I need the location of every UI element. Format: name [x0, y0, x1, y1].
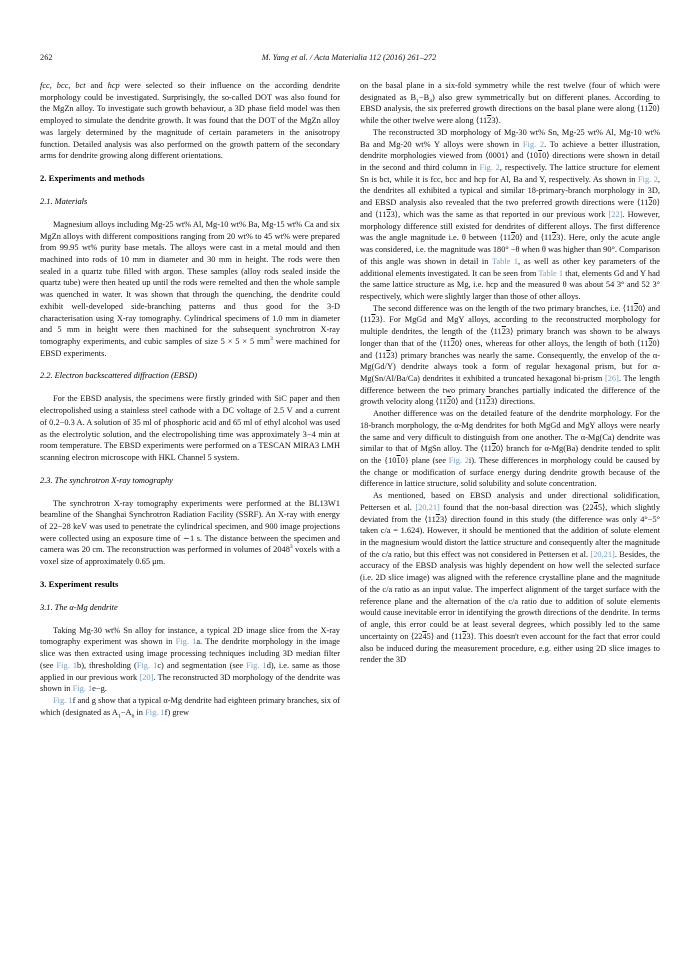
- body-columns: [40, 80, 660, 910]
- r-p4-s1: Another difference was on the detailed feature of the dendrite morphology. For the 18-branch morphology, the α-Mg dendrites for both MgGd and MgY alloys were nearly the same and very difficult to distinguish from one another. The α-Mg(Ca) dendrite was similar to that of MgSn alloy. The ⟨11: [360, 409, 660, 454]
- table-reference-1-a[interactable]: Table 1: [491, 256, 519, 266]
- figure-reference-fig1a[interactable]: Fig. 1: [175, 637, 197, 647]
- miller-index-overline-16: 2: [491, 444, 497, 454]
- dendrite-p1-s1: Taking Mg-30 wt% Sn alloy for instance, a typical 2D image slice from the X-ray tomography experiment was shown in: [40, 625, 340, 647]
- r-p5-s2: found that the non-basal direction was ⟨22: [439, 502, 594, 512]
- miller-index-overline-13: 2: [386, 350, 391, 360]
- r-p3-s2: 0⟩ and ⟨11: [360, 303, 661, 325]
- materials-body: Magnesium alloys including Mg-25 wt% Al, Mg-10 wt% Ba, Mg-15 wt% Ca and six MgZn alloys with different compositions ranging from 20 wt% to 45 wt% were prepared from 99.95 wt% purity base metals. The alloys were cast in a metal mould and then machined into rods of 10 mm in diameter and 30 mm in height. The rods were then sealed in a quartz tube filled with argon. These samples (alloy rods sealed inside the quartz tube) were then heated up until the rods were remelted and then the whole sample was quenched in water. It was shown that through the quenching, the dendrite could exhibit well-developed side-branching patterns and thus good for the 3-D characterisation using X-ray tomography. Cylindrical specimens of 1.0 mm in diameter and 5 mm in height were then machined for the subsequent synchrotron X-ray tomography experiments, and cubic samples of size 5 × 5 × 5 mm: [40, 219, 340, 347]
- r-p1-s5: 3⟩.: [491, 116, 501, 126]
- section-heading-2-3: [40, 464, 340, 487]
- paragraph-dendrite-2: [40, 695, 340, 718]
- figure-reference-fig2i[interactable]: Fig. 2: [448, 456, 469, 465]
- miller-index-overline-9: 2: [371, 315, 376, 325]
- italic-hcp: hcp: [107, 81, 120, 90]
- dendrite-p1-s5: d), i.e. same as those applied in our previous work: [40, 660, 341, 682]
- section-number-3: 3.: [40, 578, 47, 589]
- r-p3-s5: 0⟩ ones, whereas for other alloys, the length of both ⟨11: [454, 338, 649, 348]
- r-p5-s4: 3⟩ direction found in this study (the difference was only 4°−5° taken c/a = 1.624). However, it should be mentioned that the addition of solute element in the magnesium would distort the lattice structure and consequently alter the magnitude of the c/a ratio, but this effect was not considered in Pettersen et al.: [360, 514, 660, 559]
- section-title-3: Experiment results: [48, 578, 119, 589]
- r-p1-s2: −B: [418, 92, 430, 102]
- italic-fcc: fcc: [40, 81, 50, 90]
- figure-reference-fig1c[interactable]: Fig. 1: [136, 660, 158, 670]
- figure-reference-fig2-b[interactable]: Fig. 2: [479, 163, 500, 173]
- figure-reference-fig1d[interactable]: Fig. 1: [246, 660, 267, 670]
- miller-index-overline-15: 2: [486, 397, 491, 407]
- miller-index-overline-3: 1: [537, 151, 543, 161]
- r-p3-s7: 3⟩ primary branches was nearly the same. Consequently, the envelop of the α-Mg(Gd/Y) dendrite always took a form of regular hexagonal prism, but for α-Mg(Sn/Al/Ba/Ca) dendrites it exhibited a truncated hexagonal bi-prism: [360, 350, 661, 383]
- citation-reference-26[interactable]: [26]: [604, 373, 619, 383]
- section-heading-2-1: [40, 185, 340, 208]
- dendrite-p1-s4: c) and segmentation (see: [157, 660, 247, 670]
- dendrite-p2-s1: f and g show that a typical α-Mg dendrite had eighteen primary branches, six of which (designated as A: [40, 696, 341, 717]
- r-p5-s1: As mentioned, based on EBSD analysis and under directional solidification, Pettersen et al.: [360, 491, 660, 512]
- r-p1-s3: ) also grew symmetrically but on different planes. According to EBSD analysis, the six preferred growth directions on the basal plane were along ⟨11: [360, 92, 660, 114]
- miller-index-overline-5: 2: [386, 209, 391, 219]
- r-p2-s10: 3⟩. Here, only the acute angle was considered, i.e. the magnitude was 180° −θ when θ was higher than 90°. Comparison of this angle was shown in detail in: [360, 233, 660, 266]
- r-p2-s6: 0⟩ and ⟨11: [360, 198, 660, 219]
- miller-index-overline-4: 2: [648, 198, 653, 208]
- paragraph-right-5: [360, 490, 660, 666]
- r-p3-s8: . The length difference between the two primary branches partially indicated the difference of the growth velocity along ⟨11: [360, 373, 660, 407]
- figure-reference-fig1f[interactable]: Fig. 1: [145, 707, 165, 717]
- miller-index-overline-10: 2: [501, 327, 506, 337]
- miller-index-overline-14: 2: [446, 397, 452, 407]
- r-p2-s2: . To achieve a better illustration, dendrite morphologies viewed from ⟨0001⟩ and ⟨10: [360, 139, 660, 161]
- paragraph-right-2: [360, 127, 660, 303]
- section-heading-2: [40, 162, 340, 185]
- dendrite-p1-s2: a. The dendrite morphology in the image slice was then extracted using image processing techniques including 3D median filter (see: [40, 637, 340, 670]
- r-p3-s3: 3⟩. For MgGd and MgY alloys, according to the reconstructed morphology for multiple dendrites, the length of the ⟨11: [360, 315, 660, 337]
- section-number-2-3: 2.3.: [40, 475, 53, 485]
- figure-reference-fig1eg[interactable]: Fig. 1: [72, 684, 93, 694]
- italic-bct: bct: [75, 81, 86, 90]
- paragraph-dendrite-1: [40, 614, 340, 695]
- figure-reference-fig1fg[interactable]: Fig. 1: [53, 696, 73, 706]
- section-title-2-1: Materials: [54, 196, 88, 206]
- dendrite-p2-s4: f) grew: [164, 707, 190, 717]
- section-number-2: 2.: [40, 173, 47, 184]
- miller-index-overline-18: 4: [593, 502, 598, 512]
- r-p2-s4: , respectively. The lattice structure for element Sn is bct, while it is fcc, bcc and hcp for Al, Ba and Y, respectively. As shown in: [360, 163, 660, 184]
- paragraph-right-3: [360, 303, 660, 408]
- tomography-superscript: 3: [289, 544, 293, 551]
- branch-subscript-6: 6: [131, 713, 135, 720]
- tomography-body-a: The synchrotron X-ray tomography experiments were performed at the BL13W1 beamline of the Shanghai Synchrotron Radiation Facility (SSRF). An X-ray with energy of 22−28 keV was used to penetrate the cylindrical specimen, and 900 image projections were collected using an exposure time of ∼1 s. The distance between the specimen and camera was 20 cm. The reconstruction was performed in volumes of 2048: [40, 498, 340, 555]
- branch-subscript-1: 1: [117, 713, 121, 720]
- miller-index-overline-20: 4: [422, 631, 427, 641]
- miller-index-overline-6: 2: [511, 233, 516, 243]
- miller-index-overline-2: 2: [487, 116, 492, 126]
- table-reference-1-b[interactable]: Table 1: [538, 268, 564, 278]
- running-head: [40, 52, 658, 66]
- r-p2-s3: 0⟩ directions were shown in detail in the second and third column in: [360, 151, 660, 173]
- r-p4-s3: 0} plane (see: [400, 456, 449, 465]
- r-p2-s12: that, elements Gd and Y had the same lattice structure as Mg, i.e. hcp and the measured θ was about 54 3° and 52 3° respectively, which were slightly larger than those of other alloys.: [360, 268, 660, 301]
- section-heading-3-1: [40, 591, 340, 614]
- dendrite-p2-s2: −A: [120, 707, 132, 717]
- left-column: [40, 80, 340, 718]
- citation-reference-20-21-a[interactable]: [20,21]: [415, 502, 440, 512]
- italic-bcc: bcc: [56, 81, 69, 90]
- miller-index-overline-19: 2: [435, 514, 440, 524]
- r-p1-s1: on the basal plane in a six-fold symmetry while the rest twelve (four of which were designated as B: [360, 81, 660, 102]
- miller-index-overline-8: 2: [634, 303, 639, 313]
- figure-reference-fig2-a[interactable]: Fig. 2: [522, 139, 545, 149]
- section-number-2-1: 2.1.: [40, 196, 53, 206]
- r-p3-s1: The second difference was on the length of the two primary branches, i.e. ⟨11: [373, 303, 635, 313]
- dendrite-p2-s3: in: [134, 707, 146, 717]
- dendrite-p1-s7: e−g.: [92, 684, 107, 694]
- paragraph-ebsd: For the EBSD analysis, the specimens were firstly grinded with SiC paper and then electropolished using a stainless steel cathode with a DC voltage of 2.5 V and a current of 0.2−0.3 A. A solution of 35 ml of phosphoric acid and 65 ml of ethyl alcohol was used as the electrolytic solution, and the electropolishing time was approximately 3−4 min at room temperature. The EBSD experiments were performed on a TESCAN MIRA3 LMH scanning electron microscope with HKL Channel 5 system.: [40, 394, 340, 462]
- section-heading-2-2: [40, 359, 340, 382]
- section-number-2-2: 2.2.: [40, 371, 53, 381]
- paragraph-materials: [40, 208, 340, 360]
- figure-reference-fig2-c[interactable]: Fig. 2: [637, 174, 658, 184]
- page-number: 262: [40, 53, 53, 62]
- paragraph-right-4: [360, 408, 660, 490]
- materials-tail: were machined for EBSD experiments.: [40, 337, 341, 358]
- r-p3-s10: 3⟩ directions.: [490, 397, 536, 407]
- r-p1-s4: 0⟩ while the other twelve were along ⟨11: [360, 104, 660, 126]
- r-p2-s7: 3⟩, which was the same as that reported in our previous work: [390, 209, 609, 219]
- section-title-2-3: The synchrotron X-ray tomography: [54, 475, 173, 485]
- r-p5-s7: 3⟩. This doesn't even account for the fact that error could also be induced during the measurement procedure, e.g. either using 2D slice images to render the 3D: [360, 631, 660, 665]
- right-column: [360, 80, 660, 666]
- dendrite-p1-s6: . The reconstructed 3D morphology of the dendrite was shown in: [40, 672, 340, 694]
- r-p5-s3: 5⟩, which slightly deviated from the ⟨11: [360, 502, 660, 524]
- miller-index-overline-21: 2: [462, 631, 467, 641]
- r-p5-s6: 5⟩ and ⟨11: [426, 631, 463, 641]
- r-p4-s4: i). These differences in morphology could be caused by the change or modification of surface energy during dendrite growth because of the difference in lattice structure, solid solubility and solute concentration.: [360, 456, 660, 489]
- running-head-citation: M. Yang et al. / Acta Materialia 112 (2016) 261–272: [261, 53, 437, 62]
- branch-subscript-b4: 4: [429, 98, 432, 105]
- r-p2-s11: , as well as other key parameters of the additional elements investigated. It can be seen from: [360, 256, 660, 278]
- miller-index-overline-12: 2: [648, 338, 653, 348]
- tomography-body-b: voxels with a voxel size of approximately 0.65 μm.: [40, 545, 340, 567]
- miller-index-overline-1: 2: [648, 104, 653, 114]
- citation-reference-20-21-b[interactable]: [20,21]: [590, 549, 615, 559]
- r-p3-s4: 3⟩ primary branch was shown to be always longer than that of the ⟨11: [360, 327, 661, 348]
- paragraph-intro-continued: fcc, bcc, bct and hcp were selected so their influence on the according dendrite morphology could be investigated. Surprisingly, the so-called DOT was also found for the MgZn alloy. To investigate such growth behaviour, a 3D phase field model was then employed to simulate the dendrite growth. It was found that the DOT of the MgZn alloy was largely determined by the magnitude of certain parameters in the anisotropy function. Detailed analysis was also performed on the growth pattern of the secondary arms for dendrite growing along different orientations.: [40, 81, 340, 161]
- r-p2-s5: , the dendrites all exhibited a typical and similar 18-primary-branch morphology in 3D, and EBSD analysis also revealed that the two preferred growth directions were ⟨11: [360, 174, 661, 208]
- miller-index-overline-17: 1: [396, 456, 401, 465]
- dendrite-p1-s3: b), thresholding (: [77, 660, 137, 670]
- r-p2-s1: The reconstructed 3D morphology of Mg-30 wt% Sn, Mg-25 wt% Al, Mg-10 wt% Ba and Mg-20 wt% Y alloys were shown in: [360, 127, 660, 149]
- figure-reference-fig1b[interactable]: Fig. 1: [56, 660, 78, 670]
- miller-index-overline-11: 2: [450, 338, 455, 348]
- branch-subscript-b1: 1: [416, 98, 419, 105]
- r-p4-s2: 0⟩ branch for α-Mg(Ba) dendrite tended to split on the {10: [360, 444, 660, 465]
- r-p3-s9: 0⟩ and ⟨11: [451, 397, 487, 407]
- paragraph-tomography: [40, 487, 340, 568]
- r-p2-s9: 0⟩ and ⟨11: [515, 233, 553, 243]
- section-title-3-1: The α-Mg dendrite: [54, 602, 118, 612]
- citation-reference-20[interactable]: [20]: [139, 672, 154, 682]
- paragraph-right-1: [360, 80, 660, 127]
- r-p2-s8: . However, morphology difference still existed for dendrites of different alloys. The first difference was the angle magnitude i.e. θ between ⟨11: [360, 209, 660, 243]
- r-p3-s6: 0⟩ and ⟨11: [360, 338, 660, 360]
- section-title-2: Experiments and methods: [48, 173, 145, 184]
- miller-index-overline-7: 2: [552, 233, 557, 243]
- section-number-3-1: 3.1.: [40, 602, 53, 612]
- section-title-2-2: Electron backscattered diffraction (EBSD): [54, 371, 198, 381]
- citation-reference-22[interactable]: [22]: [608, 209, 623, 219]
- r-p5-s5: . Besides, the accuracy of the EBSD analysis was highly dependent on how well the selected surface (i.e. 2D slice image) was aligned with the reference crystalline plane and the magnitude of the c/a ratio as an input value. The imperfect alignment of the target surface with the reference plane and the alternation of the c/a ratio due to addition of solute elements would cause inevitable error in identifying the growth directions of the dendrite. In terms of angle, this error could be at least several degrees, which possibly led to the same uncertainty on ⟨22: [360, 549, 660, 641]
- section-heading-3: [40, 568, 340, 591]
- materials-superscript: 3: [270, 336, 273, 343]
